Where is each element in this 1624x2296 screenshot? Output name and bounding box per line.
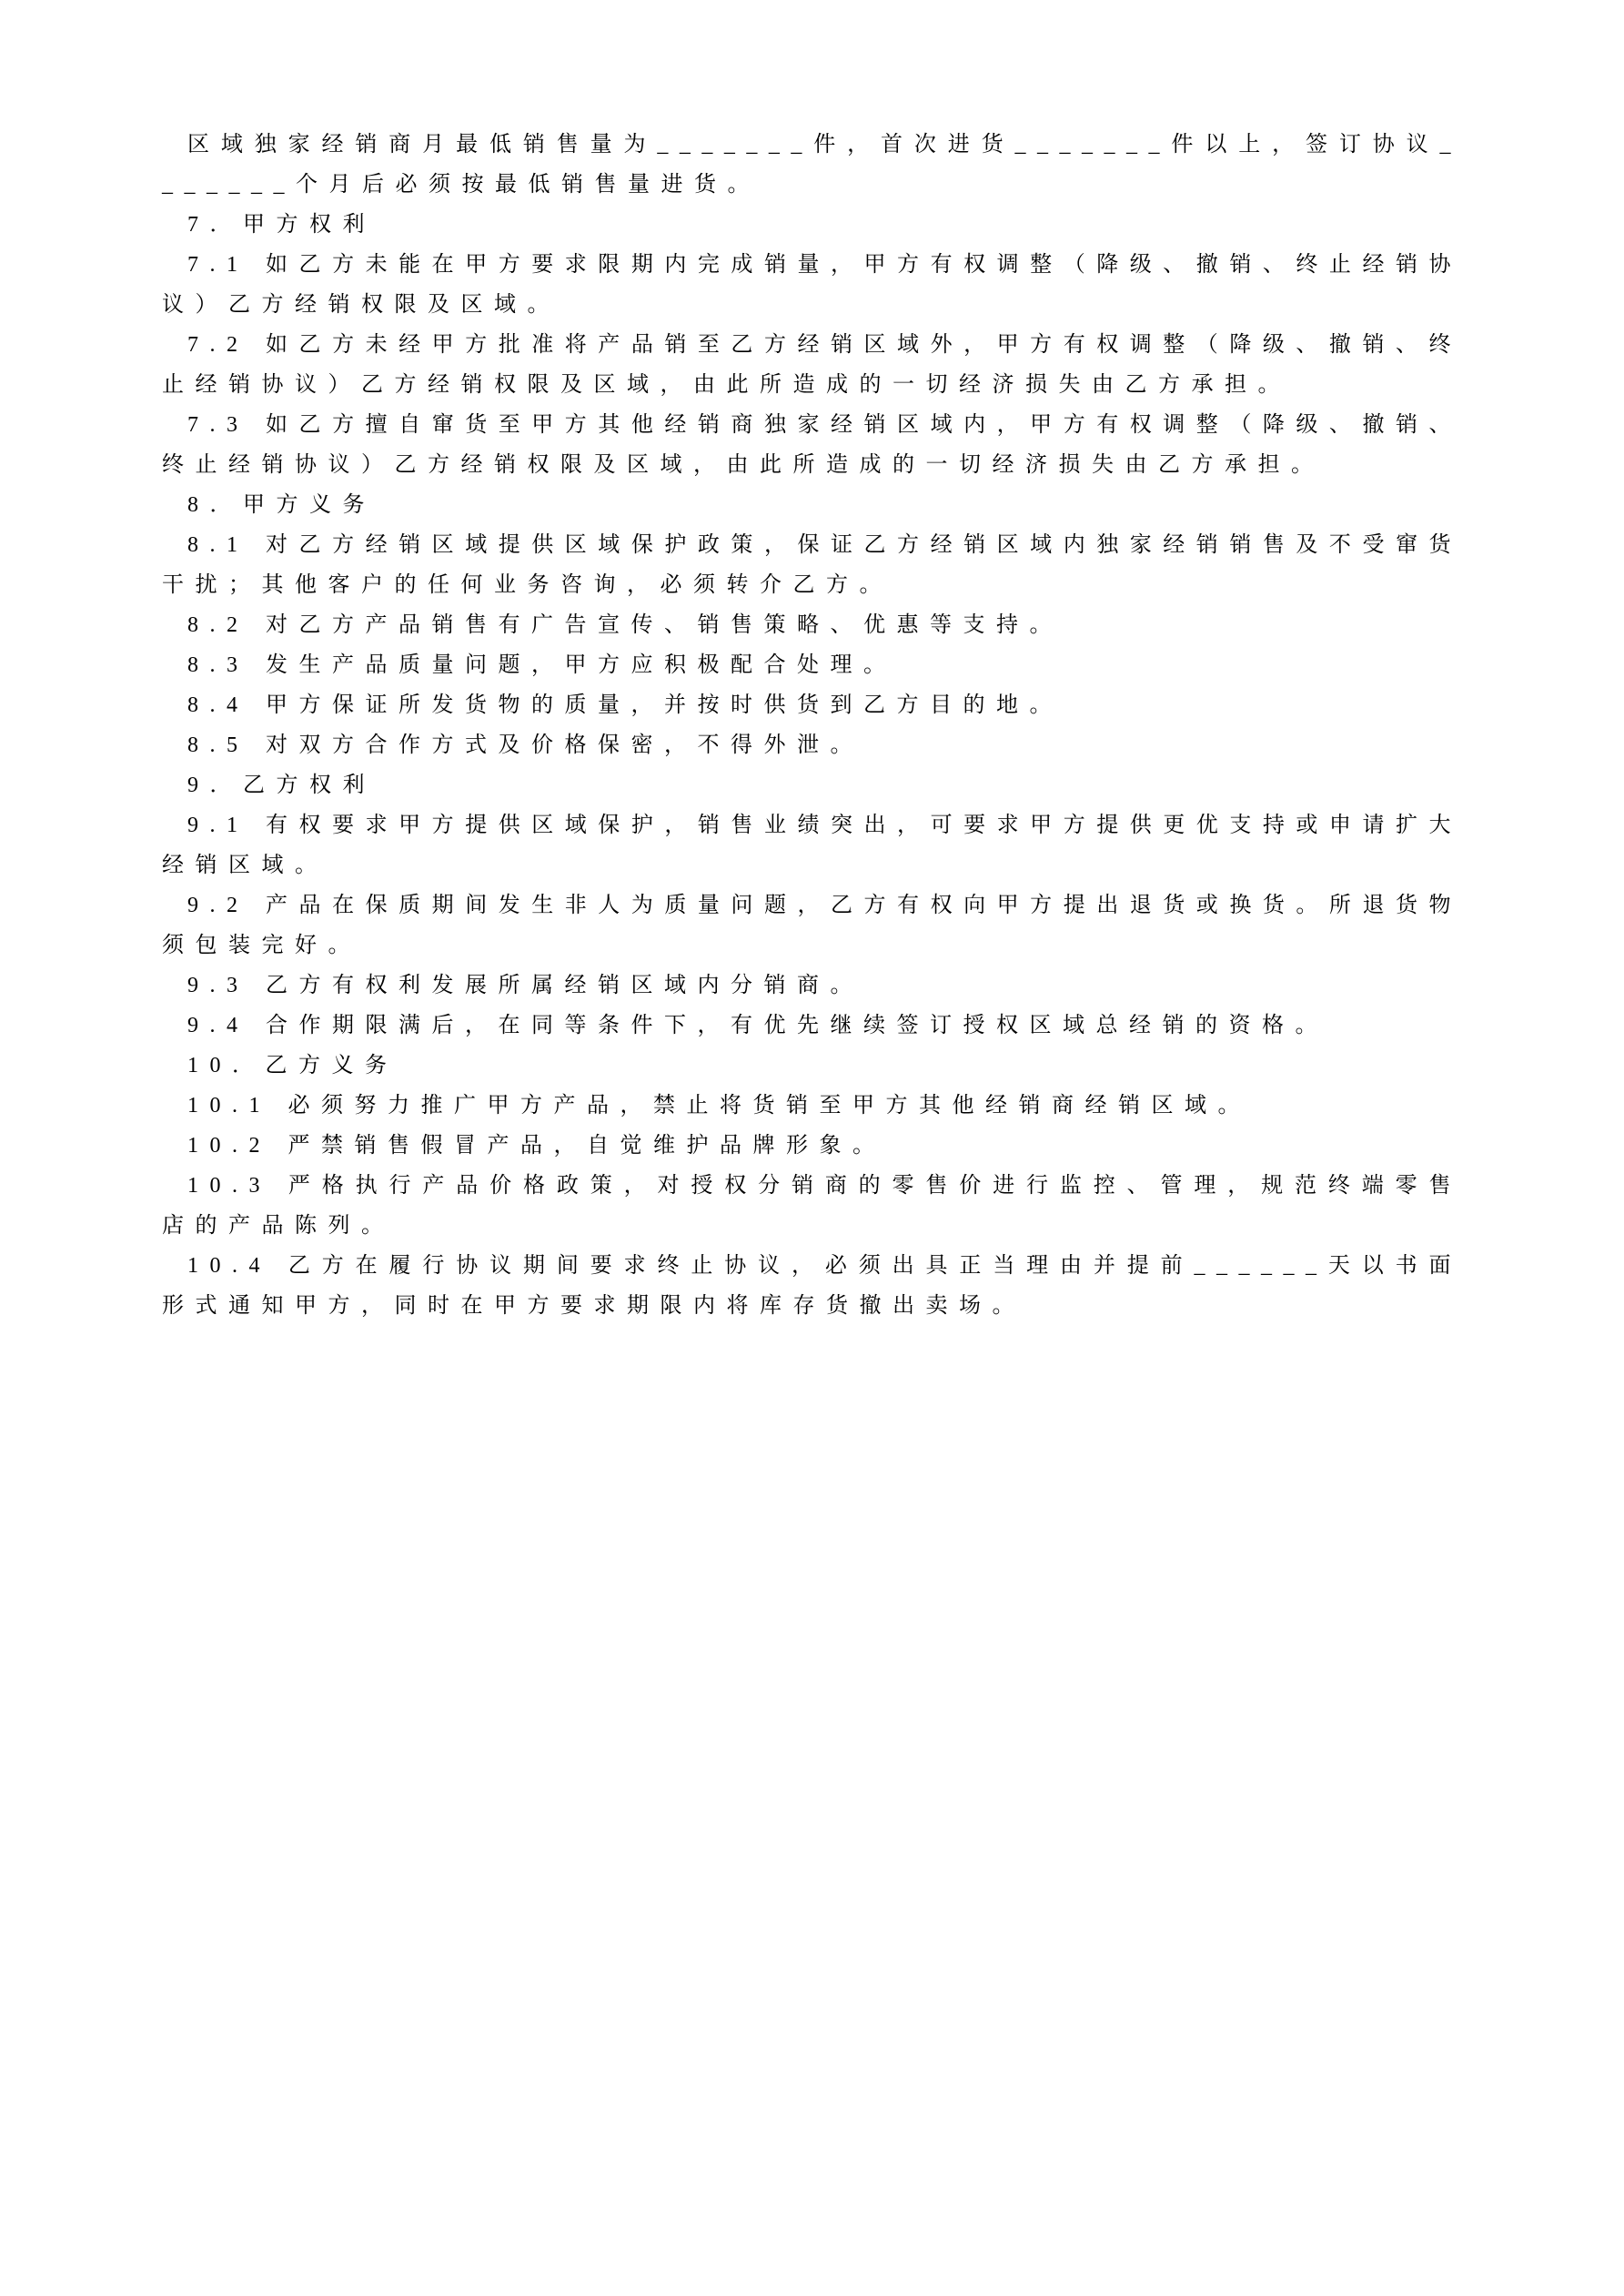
paragraph: 8.3 发生产品质量问题，甲方应积极配合处理。 [187, 653, 897, 677]
contract-body [162, 125, 1462, 1326]
section-heading: 9．乙方权利 [187, 774, 376, 797]
paragraph: 10.4 乙方在履行协议期间要求终止协议，必须出具正当理由并提前______天以书面形式通知甲方，同时在甲方要求期限内将库存货撤出卖场。 [162, 1254, 1462, 1318]
paragraph: 9.3 乙方有权利发展所属经销区域内分销商。 [187, 974, 863, 997]
paragraph: 9.4 合作期限满后，在同等条件下，有优先继续签订授权区域总经销的资格。 [187, 1014, 1328, 1037]
paragraph: 8.1 对乙方经销区域提供区域保护政策，保证乙方经销区域内独家经销销售及不受窜货干扰；其他客户的任何业务咨询，必须转介乙方。 [162, 533, 1462, 597]
paragraph: 8.5 对双方合作方式及价格保密，不得外泄。 [187, 733, 863, 757]
paragraph: 7.3 如乙方擅自窜货至甲方其他经销商独家经销区域内，甲方有权调整（降级、撤销、终止经销协议）乙方经销权限及区域，由此所造成的一切经济损失由乙方承担。 [162, 413, 1462, 477]
paragraph: 10.2 严禁销售假冒产品，自觉维护品牌形象。 [187, 1134, 886, 1158]
paragraph: 10.3 严格执行产品价格政策，对授权分销商的零售价进行监控、管理，规范终端零售店的产品陈列。 [162, 1174, 1462, 1238]
paragraph: 区域独家经销商月最低销售量为_______件，首次进货_______件以上，签订协议_______个月后必须按最低销售量进货。 [162, 133, 1462, 197]
paragraph: 8.4 甲方保证所发货物的质量，并按时供货到乙方目的地。 [187, 693, 1063, 717]
paragraph: 9.1 有权要求甲方提供区域保护，销售业绩突出，可要求甲方提供更优支持或申请扩大经销区域。 [162, 814, 1462, 877]
section-heading: 7．甲方权利 [187, 213, 376, 237]
paragraph: 7.2 如乙方未经甲方批准将产品销至乙方经销区域外，甲方有权调整（降级、撤销、终止经销协议）乙方经销权限及区域，由此所造成的一切经济损失由乙方承担。 [162, 333, 1462, 397]
paragraph: 7.1 如乙方未能在甲方要求限期内完成销量，甲方有权调整（降级、撤销、终止经销协议）乙方经销权限及区域。 [162, 253, 1462, 317]
paragraph: 10.1 必须努力推广甲方产品，禁止将货销至甲方其他经销商经销区域。 [187, 1094, 1251, 1118]
paragraph: 9.2 产品在保质期间发生非人为质量问题，乙方有权向甲方提出退货或换货。所退货物须包装完好。 [162, 894, 1462, 957]
section-heading: 10．乙方义务 [187, 1054, 398, 1077]
section-heading: 8．甲方义务 [187, 493, 376, 517]
paragraph: 8.2 对乙方产品销售有广告宣传、销售策略、优惠等支持。 [187, 613, 1063, 637]
